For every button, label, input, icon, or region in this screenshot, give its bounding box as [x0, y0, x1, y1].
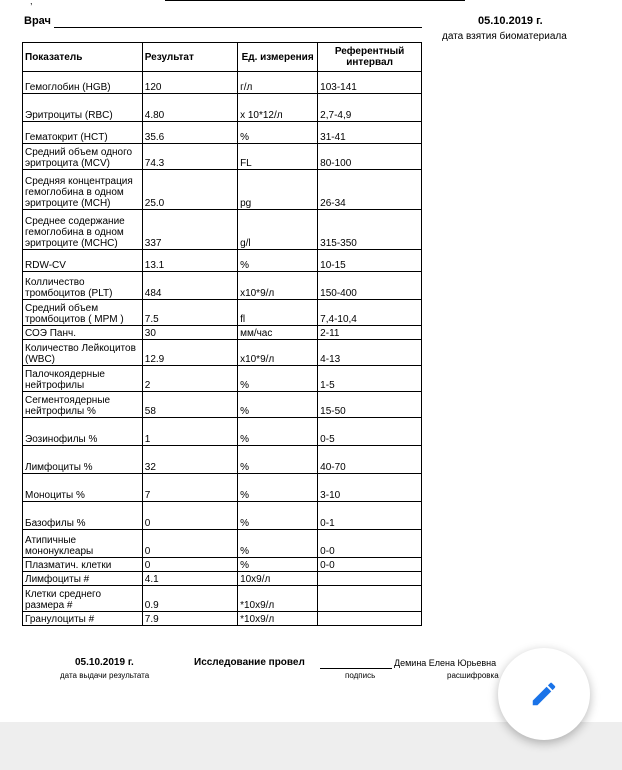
table-row	[23, 300, 422, 326]
performer-name-caption: расшифровка	[447, 671, 499, 680]
cell-indicator: Эозинофилы %	[23, 418, 143, 446]
table-row	[23, 612, 422, 626]
cell-reference: 10-15	[318, 250, 422, 272]
table-row	[23, 144, 422, 170]
cell-indicator: Сегментоядерные нейтрофилы %	[23, 392, 143, 418]
cell-reference: 0-5	[318, 418, 422, 446]
cell-unit: %	[238, 122, 318, 144]
cell-unit: %	[238, 366, 318, 392]
cell-reference: 1-5	[318, 366, 422, 392]
column-header-reference: Референтный интервал	[318, 43, 422, 72]
signature-line	[320, 668, 392, 669]
cell-result: 4.1	[142, 572, 237, 586]
cell-result: 0	[142, 530, 237, 558]
cell-unit: %	[238, 446, 318, 474]
cell-indicator: Количество Лейкоцитов (WBC)	[23, 340, 143, 366]
cell-unit: 10х9/л	[238, 572, 318, 586]
table-row	[23, 586, 422, 612]
cell-result: 35.6	[142, 122, 237, 144]
table-row	[23, 272, 422, 300]
cell-indicator: Средний объем тромбоцитов ( MPM )	[23, 300, 143, 326]
table-row	[23, 170, 422, 210]
table-row	[23, 94, 422, 122]
doctor-signature-line	[54, 27, 422, 28]
cell-result: 32	[142, 446, 237, 474]
cell-result: 484	[142, 272, 237, 300]
table-row	[23, 210, 422, 250]
cell-reference: 80-100	[318, 144, 422, 170]
table-row	[23, 418, 422, 446]
cell-unit: x 10*12/л	[238, 94, 318, 122]
cell-indicator: Гематокрит (HCT)	[23, 122, 143, 144]
table-row	[23, 72, 422, 94]
cell-reference: 15-50	[318, 392, 422, 418]
column-header-result: Результат	[142, 43, 237, 72]
signature-caption: подпись	[345, 671, 376, 680]
issue-date-caption: дата выдачи результата	[60, 671, 150, 680]
table-row	[23, 474, 422, 502]
cell-reference: 103-141	[318, 72, 422, 94]
cell-indicator: Моноциты %	[23, 474, 143, 502]
cell-unit: pg	[238, 170, 318, 210]
doctor-label: Врач	[24, 15, 51, 27]
cell-reference: 7,4-10,4	[318, 300, 422, 326]
cell-reference: 150-400	[318, 272, 422, 300]
cell-unit: x10*9/л	[238, 272, 318, 300]
cell-reference: 0-0	[318, 558, 422, 572]
cell-reference	[318, 586, 422, 612]
cell-indicator: Средний объем одного эритроцита (MCV)	[23, 144, 143, 170]
cell-indicator: Плазматич. клетки	[23, 558, 143, 572]
cell-unit: x10*9/л	[238, 340, 318, 366]
table-row	[23, 558, 422, 572]
cell-indicator: RDW-CV	[23, 250, 143, 272]
table-row	[23, 366, 422, 392]
cell-unit: g/l	[238, 210, 318, 250]
cell-result: 58	[142, 392, 237, 418]
cell-unit: %	[238, 418, 318, 446]
cell-indicator: Колличество тромбоцитов (PLT)	[23, 272, 143, 300]
cell-indicator: Палочкоядерные нейтрофилы	[23, 366, 143, 392]
cell-unit: FL	[238, 144, 318, 170]
cell-unit: *10х9/л	[238, 586, 318, 612]
cell-unit: %	[238, 502, 318, 530]
cell-indicator: Гранулоциты #	[23, 612, 143, 626]
cell-result: 120	[142, 72, 237, 94]
cell-reference: 0-1	[318, 502, 422, 530]
cell-indicator: Базофилы %	[23, 502, 143, 530]
table-row	[23, 572, 422, 586]
cell-indicator: Эритроциты (RBC)	[23, 94, 143, 122]
cell-result: 0.9	[142, 586, 237, 612]
cell-unit: fl	[238, 300, 318, 326]
top-divider	[165, 0, 465, 1]
cell-reference: 0-0	[318, 530, 422, 558]
cell-reference: 315-350	[318, 210, 422, 250]
cell-result: 337	[142, 210, 237, 250]
cell-result: 2	[142, 366, 237, 392]
table-row	[23, 446, 422, 474]
cell-result: 13.1	[142, 250, 237, 272]
cell-result: 25.0	[142, 170, 237, 210]
top-mark: ,	[30, 0, 33, 6]
cell-indicator: Средняя концентрация гемоглобина в одном эритроците (MCH)	[23, 170, 143, 210]
pencil-icon	[529, 679, 559, 709]
table-row	[23, 392, 422, 418]
cell-reference: 31-41	[318, 122, 422, 144]
cell-indicator: Атипичные мононуклеары	[23, 530, 143, 558]
cell-reference: 3-10	[318, 474, 422, 502]
cell-reference: 4-13	[318, 340, 422, 366]
cell-indicator: Лимфоциты #	[23, 572, 143, 586]
cell-result: 7.5	[142, 300, 237, 326]
cell-reference	[318, 572, 422, 586]
table-row	[23, 122, 422, 144]
cell-indicator: Гемоглобин (HGB)	[23, 72, 143, 94]
cell-unit: %	[238, 250, 318, 272]
cell-result: 1	[142, 418, 237, 446]
cell-unit: %	[238, 474, 318, 502]
cell-unit: %	[238, 392, 318, 418]
cell-reference: 2-11	[318, 326, 422, 340]
edit-fab-button[interactable]	[498, 648, 590, 740]
cell-result: 7	[142, 474, 237, 502]
table-row	[23, 530, 422, 558]
table-row	[23, 326, 422, 340]
cell-reference	[318, 612, 422, 626]
cell-result: 4.80	[142, 94, 237, 122]
cell-unit: %	[238, 558, 318, 572]
results-table	[22, 42, 422, 626]
cell-result: 74.3	[142, 144, 237, 170]
cell-result: 12.9	[142, 340, 237, 366]
table-row	[23, 502, 422, 530]
cell-indicator: СОЭ Панч.	[23, 326, 143, 340]
cell-indicator: Лимфоциты %	[23, 446, 143, 474]
cell-result: 30	[142, 326, 237, 340]
cell-unit: мм/час	[238, 326, 318, 340]
table-row	[23, 250, 422, 272]
cell-indicator: Клетки среднего размера #	[23, 586, 143, 612]
cell-reference: 26-34	[318, 170, 422, 210]
table-row	[23, 340, 422, 366]
column-header-unit: Ед. измерения	[238, 43, 318, 72]
sample-date: 05.10.2019 г.	[478, 15, 543, 27]
cell-reference: 2,7-4,9	[318, 94, 422, 122]
cell-reference: 40-70	[318, 446, 422, 474]
cell-unit: *10х9/л	[238, 612, 318, 626]
cell-indicator: Среднее содержание гемоглобина в одном эритроците (MCHC)	[23, 210, 143, 250]
cell-result: 7.9	[142, 612, 237, 626]
performer-name: Демина Елена Юрьевна	[394, 658, 497, 668]
table-header-row	[23, 43, 422, 72]
cell-result: 0	[142, 502, 237, 530]
issue-date: 05.10.2019 г.	[75, 657, 134, 668]
cell-unit: г/л	[238, 72, 318, 94]
cell-unit: %	[238, 530, 318, 558]
cell-result: 0	[142, 558, 237, 572]
performed-by-label: Исследование провел	[194, 657, 305, 668]
column-header-indicator: Показатель	[23, 43, 143, 72]
sample-date-caption: дата взятия биоматериала	[442, 31, 567, 42]
